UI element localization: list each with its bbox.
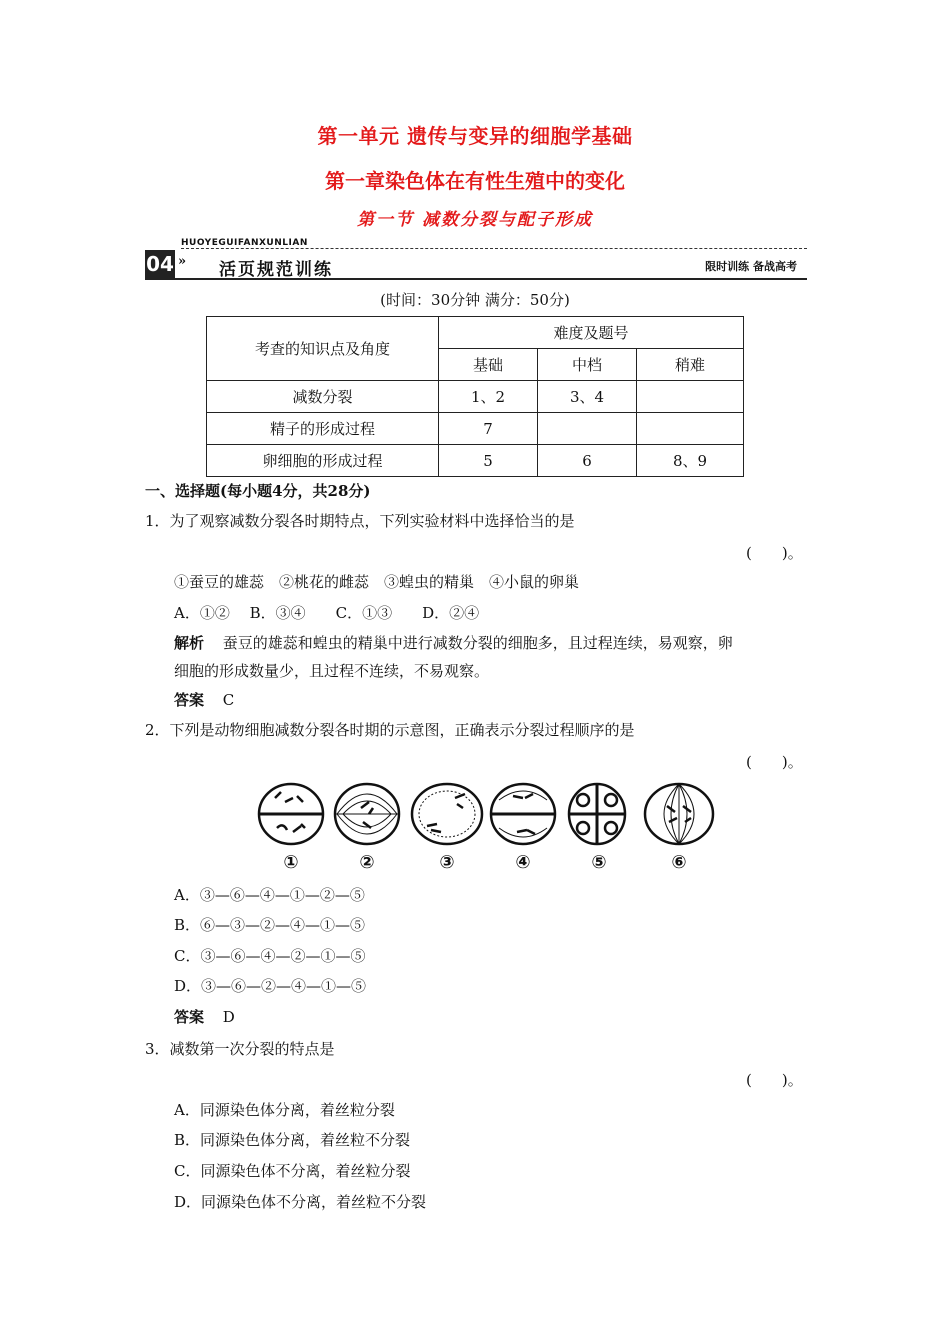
time-info: (时间：30分钟 满分：50分) <box>380 291 570 309</box>
answer-label: 答案 <box>174 691 205 709</box>
q1-stem: 1．为了观察减数分裂各时期特点，下列实验材料中选择恰当的是 <box>145 512 575 530</box>
q3-option-c: C．同源染色体不分离，着丝粒分裂 <box>174 1162 411 1180</box>
banner-name: 活页规范训练 <box>219 260 333 280</box>
q3-option-a: A．同源染色体分离，着丝粒分裂 <box>174 1101 395 1119</box>
figure-label-3: ③ <box>439 852 455 873</box>
q2-option-b: B．⑥—③—②—④—①—⑤ <box>174 916 366 934</box>
medium-cell: 6 <box>538 445 637 477</box>
q2-option-c: C．③—⑥—④—②—①—⑤ <box>174 947 366 965</box>
answer-label: 答案 <box>174 1008 205 1026</box>
section-title: 第一节 减数分裂与配子形成 <box>357 210 593 230</box>
knowledge-table <box>206 316 744 477</box>
figure-label-6: ⑥ <box>671 852 687 873</box>
q1-answer <box>174 689 234 710</box>
topic-cell: 卵细胞的形成过程 <box>207 445 439 477</box>
banner-tag: 限时训练 备战高考 <box>705 260 797 273</box>
q1-options: A．①② B．③④ C．①③ D．②④ <box>174 604 480 622</box>
q3-answer-blank: ( )。 <box>746 1071 803 1089</box>
q1-answer-blank: ( )。 <box>746 544 803 562</box>
basic-cell: 7 <box>439 413 538 445</box>
table-row <box>207 445 744 477</box>
q3-option-b: B．同源染色体分离，着丝粒不分裂 <box>174 1131 411 1149</box>
table-row <box>207 413 744 445</box>
figure-label-5: ⑤ <box>591 852 607 873</box>
banner-arrow-icon: » <box>178 254 187 269</box>
banner-dashed-rule <box>181 248 807 249</box>
practice-banner <box>145 238 807 280</box>
q2-stem: 2．下列是动物细胞减数分裂各时期的示意图，正确表示分裂过程顺序的是 <box>145 721 635 739</box>
medium-cell: 3、4 <box>538 381 637 413</box>
cell-2 <box>335 784 399 844</box>
answer-value: C <box>222 691 235 709</box>
cell-4 <box>491 784 555 844</box>
level-medium: 中档 <box>538 349 637 381</box>
unit-title: 第一单元 遗传与变异的细胞学基础 <box>317 124 633 148</box>
q2-answer-blank: ( )。 <box>746 753 803 771</box>
analysis-text: 蚕豆的雄蕊和蝗虫的精巢中进行减数分裂的细胞多，且过程连续，易观察，卵 <box>222 634 733 652</box>
banner-number: 04 <box>146 252 174 276</box>
q2-option-a: A．③—⑥—④—①—②—⑤ <box>174 886 365 904</box>
figure-label-4: ④ <box>515 852 531 873</box>
hard-cell: 8、9 <box>637 445 744 477</box>
figure-label-2: ② <box>359 852 375 873</box>
difficulty-header: 难度及题号 <box>439 317 744 349</box>
q2-option-d: D．③—⑥—②—④—①—⑤ <box>174 977 367 995</box>
section-heading: 一、选择题(每小题4分，共28分) <box>145 482 371 500</box>
q3-option-d: D．同源染色体不分离，着丝粒不分裂 <box>174 1193 427 1211</box>
topic-cell: 减数分裂 <box>207 381 439 413</box>
q1-analysis <box>174 632 733 653</box>
meiosis-figure <box>257 778 727 873</box>
basic-cell: 1、2 <box>439 381 538 413</box>
analysis-label: 解析 <box>174 634 205 652</box>
q1-analysis-cont: 细胞的形成数量少，且过程不连续，不易观察。 <box>174 662 490 680</box>
level-basic: 基础 <box>439 349 538 381</box>
banner-solid-rule <box>145 278 807 280</box>
cell-diagrams <box>257 778 727 873</box>
cell-1 <box>259 784 323 844</box>
hard-cell <box>637 413 744 445</box>
topic-cell: 精子的形成过程 <box>207 413 439 445</box>
answer-value: D <box>222 1008 235 1026</box>
banner-pinyin: HUOYEGUIFANXUNLIAN <box>181 238 311 248</box>
cell-5 <box>569 784 625 844</box>
cell-3 <box>412 784 482 844</box>
q1-materials: ①蚕豆的雄蕊 ②桃花的雌蕊 ③蝗虫的精巢 ④小鼠的卵巢 <box>174 573 580 591</box>
table-row <box>207 381 744 413</box>
cell-6 <box>645 784 713 844</box>
level-hard: 稍难 <box>637 349 744 381</box>
figure-label-1: ① <box>283 852 299 873</box>
basic-cell: 5 <box>439 445 538 477</box>
knowledge-header: 考查的知识点及角度 <box>207 317 439 381</box>
hard-cell <box>637 381 744 413</box>
q2-answer <box>174 1006 235 1027</box>
chapter-title: 第一章染色体在有性生殖中的变化 <box>325 169 625 193</box>
q3-stem: 3．减数第一次分裂的特点是 <box>145 1040 335 1058</box>
medium-cell <box>538 413 637 445</box>
